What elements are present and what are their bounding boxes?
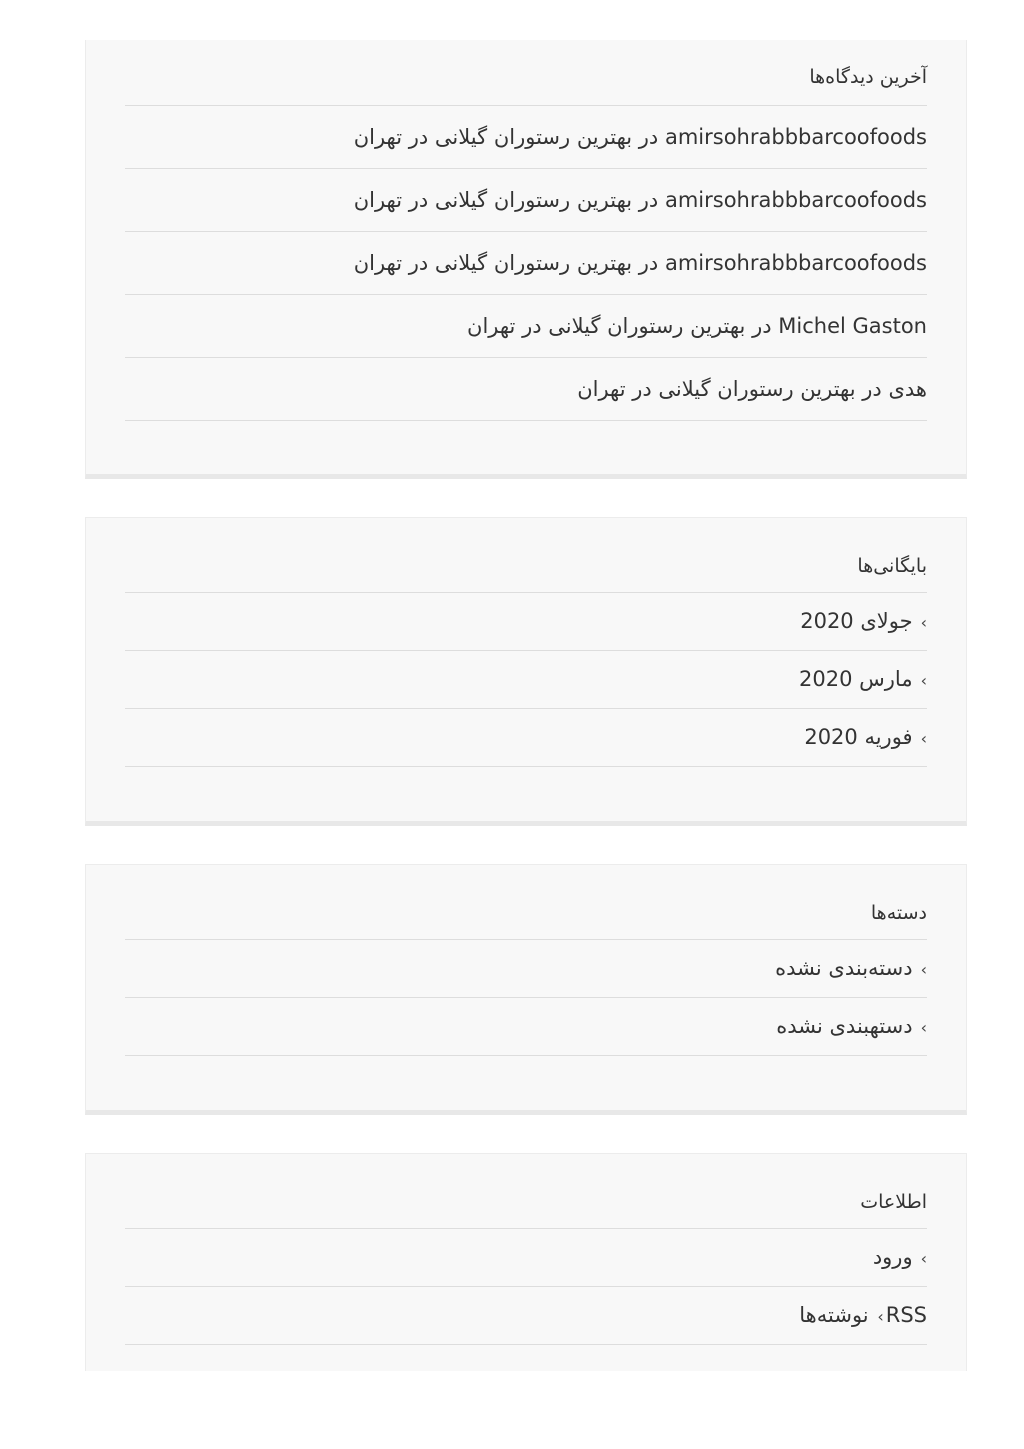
comment-post-link[interactable]: بهترین رستوران گیلانی در تهران — [467, 314, 746, 338]
comment-item — [125, 169, 927, 232]
archive-item — [125, 593, 927, 651]
comment-connector: در — [752, 314, 772, 338]
archives-widget — [85, 517, 967, 826]
comment-author-link[interactable]: Michel Gaston — [778, 314, 927, 338]
widget-title-archives: بایگانی‌ها — [125, 518, 927, 593]
rss-label: RSS — [885, 1303, 927, 1327]
comment-connector: در — [638, 188, 659, 212]
chevron-icon: › — [920, 671, 927, 690]
category-link[interactable]: دستهبندی نشده — [776, 1014, 913, 1038]
chevron-icon: › — [920, 960, 927, 979]
comment-post-link[interactable]: بهترین رستوران گیلانی در تهران — [577, 377, 856, 401]
meta-item-login — [125, 1229, 927, 1287]
category-item — [125, 940, 927, 998]
widget-title-categories: دسته‌ها — [125, 865, 927, 940]
recent-comments-widget — [85, 40, 967, 479]
archive-item — [125, 709, 927, 767]
archive-item — [125, 651, 927, 709]
comment-post-link[interactable]: بهترین رستوران گیلانی در تهران — [353, 125, 633, 149]
chevron-icon: › — [920, 729, 927, 748]
chevron-icon: › — [920, 1249, 927, 1268]
chevron-icon: › — [920, 1018, 927, 1037]
archive-link[interactable]: فوریه 2020 — [804, 725, 913, 749]
comment-post-link[interactable]: بهترین رستوران گیلانی در تهران — [353, 251, 633, 275]
chevron-icon: › — [877, 1307, 884, 1326]
comment-connector: در — [638, 251, 659, 275]
meta-list — [125, 1229, 927, 1345]
categories-list — [125, 940, 927, 1056]
login-link[interactable]: ورود — [872, 1245, 913, 1269]
rss-posts-link[interactable]: نوشته‌ها — [799, 1303, 869, 1327]
meta-widget — [85, 1153, 967, 1371]
comment-author-link[interactable]: amirsohrabbbarcoofoods — [664, 125, 927, 149]
comment-author-link[interactable]: amirsohrabbbarcoofoods — [664, 188, 927, 212]
comment-author-link[interactable]: amirsohrabbbarcoofoods — [664, 251, 927, 275]
comment-post-link[interactable]: بهترین رستوران گیلانی در تهران — [353, 188, 633, 212]
archive-link[interactable]: مارس 2020 — [799, 667, 913, 691]
meta-item-rss — [125, 1287, 927, 1345]
chevron-icon: › — [920, 613, 927, 632]
categories-widget — [85, 864, 967, 1115]
comment-connector: در — [638, 125, 659, 149]
comment-author-link[interactable]: هدی — [888, 377, 927, 401]
comment-item — [125, 295, 927, 358]
category-item — [125, 998, 927, 1056]
recent-comments-list — [125, 106, 927, 421]
comment-connector: در — [862, 377, 882, 401]
archives-list — [125, 593, 927, 767]
comment-item — [125, 106, 927, 169]
comment-item — [125, 232, 927, 295]
comment-item — [125, 358, 927, 421]
widget-title-meta: اطلاعات — [125, 1154, 927, 1229]
widget-title-recent-comments: آخرین دیدگاه‌ها — [125, 40, 927, 106]
category-link[interactable]: دسته‌بندی نشده — [775, 956, 913, 980]
archive-link[interactable]: جولای 2020 — [800, 609, 913, 633]
